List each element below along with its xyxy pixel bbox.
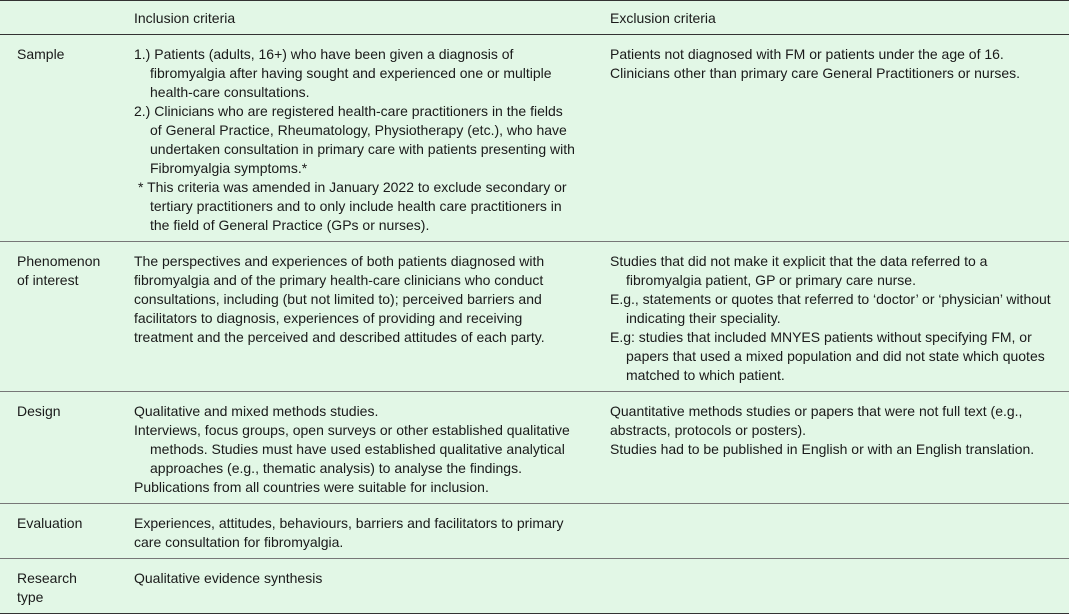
exclusion-item: E.g., statements or quotes that referred to ‘doctor’ or ‘physician’ without indicating their speciality. (610, 291, 1051, 326)
exclusion-item: Patients not diagnosed with FM or patients under the age of 16. (610, 46, 1004, 62)
inclusion-item: Qualitative evidence synthesis (134, 570, 323, 586)
exclusion-cell (593, 559, 1069, 614)
exclusion-item: Clinicians other than primary care General Practitioners or nurses. (610, 65, 1021, 81)
exclusion-cell (593, 392, 1069, 504)
header-exclusion: Exclusion criteria (610, 10, 716, 26)
exclusion-item: Studies that did not make it explicit that the data referred to a fibromyalgia patient, GP or primary care nurse. (610, 253, 988, 288)
inclusion-cell (117, 242, 593, 392)
exclusion-item: E.g: studies that included MNYES patients without specifying FM, or papers that used a mixed population and did not state which quotes matched to which patient. (610, 329, 1045, 383)
inclusion-cell (117, 392, 593, 504)
inclusion-item: 1.) Patients (adults, 16+) who have been given a diagnosis of fibromyalgia after having sought and experienced one or multiple health-care consultations. (134, 46, 552, 100)
exclusion-cell (593, 242, 1069, 392)
exclusion-item: Studies had to be published in English or with an English translation. (610, 441, 1035, 457)
inclusion-item: Experiences, attitudes, behaviours, barriers and facilitators to primary care consultation for fibromyalgia. (134, 515, 564, 550)
table-row (0, 35, 1069, 242)
footnote: * This criteria was amended in January 2022 to exclude secondary or tertiary practitioners and to only include health care practitioners in the field of General Practice (GPs or nurses). (138, 179, 567, 233)
table-row (0, 504, 1069, 559)
row-label: Sample (17, 46, 65, 62)
row-label: Research type (17, 570, 77, 605)
inclusion-item: Publications from all countries were suitable for inclusion. (134, 479, 489, 495)
exclusion-cell (593, 504, 1069, 559)
table-row (0, 559, 1069, 614)
header-row (0, 1, 1069, 35)
header-inclusion: Inclusion criteria (134, 10, 236, 26)
row-label: Evaluation (17, 515, 83, 531)
row-label: Design (17, 403, 61, 419)
inclusion-item: Interviews, focus groups, open surveys or other established qualitative methods. Studies must have used established qualitative analytical approaches (e.g., thematic analysis) to analyse the findings. (134, 422, 570, 476)
inclusion-item: The perspectives and experiences of both patients diagnosed with fibromyalgia and of the primary health-care clinicians who conduct consultations, including (but not limited to); perceived barriers and facilitators to diagnosis, experiences of providing and receiving treatment and the perceived and described attitudes of each party. (134, 253, 545, 345)
inclusion-item: 2.) Clinicians who are registered health-care practitioners in the fields of General Practice, Rheumatology, Physiotherapy (etc.), who have undertaken consultation in primary care with patients presenting with Fibromyalgia symptoms.* (134, 103, 575, 176)
row-label: Phenomenon of interest (17, 253, 101, 288)
inclusion-cell (117, 504, 593, 559)
table-row (0, 392, 1069, 504)
exclusion-cell (593, 35, 1069, 242)
table-row (0, 242, 1069, 392)
exclusion-item: Quantitative methods studies or papers that were not full text (e.g., abstracts, protocols or posters). (610, 403, 1023, 438)
inclusion-cell (117, 35, 593, 242)
inclusion-item: Qualitative and mixed methods studies. (134, 403, 379, 419)
header-blank (0, 1, 117, 35)
inclusion-cell (117, 559, 593, 614)
